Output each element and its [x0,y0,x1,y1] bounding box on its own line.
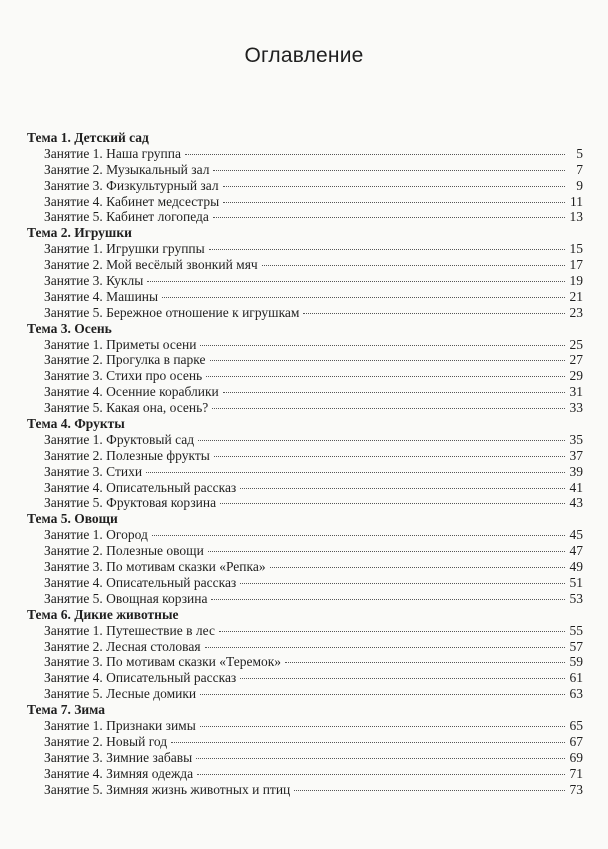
entry-label: Занятие 2. Лесная столовая [44,638,201,654]
section-title: Тема 4. Фрукты [27,416,125,432]
entry-page-number: 41 [569,479,583,495]
entry-label: Занятие 4. Описательный рассказ [44,479,237,495]
dot-leader [219,631,565,632]
entry-page-number: 9 [576,177,583,193]
toc-entry [27,480,583,496]
entry-label: Занятие 1. Путешествие в лес [44,622,215,638]
toc-entry [27,750,583,766]
toc-entry [27,448,583,464]
toc-entry [27,654,583,670]
toc-section [27,321,583,416]
entry-page-number: 33 [569,400,583,416]
entry-page-number: 13 [569,209,583,225]
entry-label: Занятие 1. Фруктовый сад [44,431,195,447]
dot-leader [205,647,565,648]
section-title: Тема 6. Дикие животные [27,606,179,622]
dot-leader [213,170,565,171]
dot-leader [200,694,565,695]
entry-label: Занятие 5. Кабинет логопеда [44,209,209,225]
toc-entry [27,527,583,543]
dot-leader [162,297,565,298]
entry-label: Занятие 1. Огород [44,527,148,543]
entry-page-number: 25 [569,336,583,352]
toc-entry [27,559,583,575]
entry-label: Занятие 2. Полезные фрукты [44,447,210,463]
entry-page-number: 51 [569,574,583,590]
toc-entry [27,257,583,273]
entry-label: Занятие 5. Бережное отношение к игрушкам [44,304,300,320]
entry-page-number: 11 [570,193,583,209]
dot-leader [197,774,565,775]
toc-entry [27,352,583,368]
toc-entry [27,543,583,559]
section-title: Тема 7. Зима [27,702,105,718]
toc-entry [27,400,583,416]
dot-leader [152,535,565,536]
entry-page-number: 69 [569,749,583,765]
page-title: Оглавление [244,44,364,67]
dot-leader [240,583,565,584]
dot-leader [146,472,565,473]
dot-leader [196,758,565,759]
entry-page-number: 35 [569,431,583,447]
dot-leader [223,186,565,187]
entry-label: Занятие 1. Наша группа [44,145,181,161]
dot-leader [147,281,565,282]
entry-page-number: 5 [576,145,583,161]
entry-label: Занятие 4. Описательный рассказ [44,574,237,590]
entry-label: Занятие 1. Приметы осени [44,336,197,352]
dot-leader [200,726,565,727]
dot-leader [294,790,565,791]
toc-entry [27,194,583,210]
dot-leader [220,503,565,504]
dot-leader [240,678,565,679]
entry-page-number: 67 [569,733,583,749]
dot-leader [206,376,565,377]
dot-leader [198,440,565,441]
entry-page-number: 61 [569,670,583,686]
dot-leader [200,345,565,346]
entry-label: Занятие 1. Игрушки группы [44,241,205,257]
toc-section [27,416,583,511]
dot-leader [213,217,565,218]
dot-leader [208,551,565,552]
entry-page-number: 57 [569,638,583,654]
dot-leader [303,313,565,314]
entry-page-number: 27 [569,352,583,368]
toc-entry [27,575,583,591]
entry-page-number: 31 [569,384,583,400]
toc-entry [27,670,583,686]
toc-section [27,702,583,797]
entry-label: Занятие 3. Стихи [44,463,143,479]
toc-entry [27,241,583,257]
toc-entry [27,305,583,321]
entry-page-number: 71 [569,765,583,781]
entry-label: Занятие 2. Полезные овощи [44,543,204,559]
toc-entry [27,464,583,480]
section-title: Тема 2. Игрушки [27,225,132,241]
entry-page-number: 21 [569,288,583,304]
toc-entry [27,289,583,305]
section-title: Тема 5. Овощи [27,511,118,527]
toc-entry [27,146,583,162]
toc-entry [27,686,583,702]
entry-page-number: 15 [569,241,583,257]
toc-entry [27,432,583,448]
dot-leader [210,360,565,361]
entry-page-number: 39 [569,463,583,479]
dot-leader [223,392,565,393]
toc-section [27,225,583,320]
entry-page-number: 73 [569,781,583,797]
dot-leader [214,456,565,457]
dot-leader [270,567,565,568]
entry-label: Занятие 3. По мотивам сказки «Теремок» [44,654,282,670]
entry-label: Занятие 5. Лесные домики [44,686,197,702]
entry-label: Занятие 2. Музыкальный зал [44,161,210,177]
entry-label: Занятие 3. Стихи про осень [44,368,203,384]
dot-leader [171,742,565,743]
entry-page-number: 65 [569,717,583,733]
entry-label: Занятие 4. Кабинет медсестры [44,193,220,209]
toc-section [27,511,583,606]
toc-entry [27,384,583,400]
entry-label: Занятие 2. Мой весёлый звонкий мяч [44,257,258,273]
toc-entry [27,209,583,225]
entry-page-number: 37 [569,447,583,463]
toc-entry [27,718,583,734]
entry-label: Занятие 5. Фруктовая корзина [44,495,217,511]
dot-leader [185,154,565,155]
entry-label: Занятие 2. Прогулка в парке [44,352,206,368]
entry-page-number: 23 [569,304,583,320]
toc-entry [27,273,583,289]
entry-page-number: 43 [569,495,583,511]
toc-entry [27,623,583,639]
toc-entry [27,734,583,750]
entry-page-number: 19 [569,273,583,289]
entry-label: Занятие 3. По мотивам сказки «Репка» [44,559,266,575]
toc-entry [27,639,583,655]
toc-entry [27,495,583,511]
toc-entry [27,766,583,782]
toc-entry [27,591,583,607]
table-of-contents [27,130,583,797]
entry-page-number: 59 [569,654,583,670]
entry-page-number: 63 [569,686,583,702]
entry-page-number: 45 [569,527,583,543]
entry-page-number: 49 [569,559,583,575]
toc-entry [27,178,583,194]
section-title: Тема 3. Осень [27,320,112,336]
entry-label: Занятие 3. Физкультурный зал [44,177,219,193]
dot-leader [212,408,565,409]
section-title: Тема 1. Детский сад [27,130,149,145]
entry-page-number: 47 [569,543,583,559]
entry-page-number: 55 [569,622,583,638]
entry-label: Занятие 4. Описательный рассказ [44,670,237,686]
dot-leader [285,662,565,663]
entry-page-number: 53 [569,590,583,606]
entry-label: Занятие 5. Какая она, осень? [44,400,209,416]
toc-entry [27,337,583,353]
dot-leader [209,249,565,250]
entry-label: Занятие 3. Зимние забавы [44,749,193,765]
entry-page-number: 29 [569,368,583,384]
entry-label: Занятие 3. Куклы [44,273,144,289]
toc-entry [27,368,583,384]
entry-label: Занятие 4. Зимняя одежда [44,765,194,781]
entry-label: Занятие 4. Машины [44,288,159,304]
toc-section [27,130,583,225]
toc-section [27,607,583,702]
entry-label: Занятие 4. Осенние кораблики [44,384,219,400]
entry-label: Занятие 1. Признаки зимы [44,717,196,733]
entry-label: Занятие 5. Зимняя жизнь животных и птиц [44,781,291,797]
dot-leader [262,265,565,266]
entry-label: Занятие 2. Новый год [44,733,168,749]
dot-leader [223,202,565,203]
dot-leader [211,599,565,600]
toc-entry [27,782,583,798]
entry-label: Занятие 5. Овощная корзина [44,590,208,606]
entry-page-number: 7 [576,161,583,177]
dot-leader [240,488,565,489]
toc-entry [27,162,583,178]
entry-page-number: 17 [569,257,583,273]
